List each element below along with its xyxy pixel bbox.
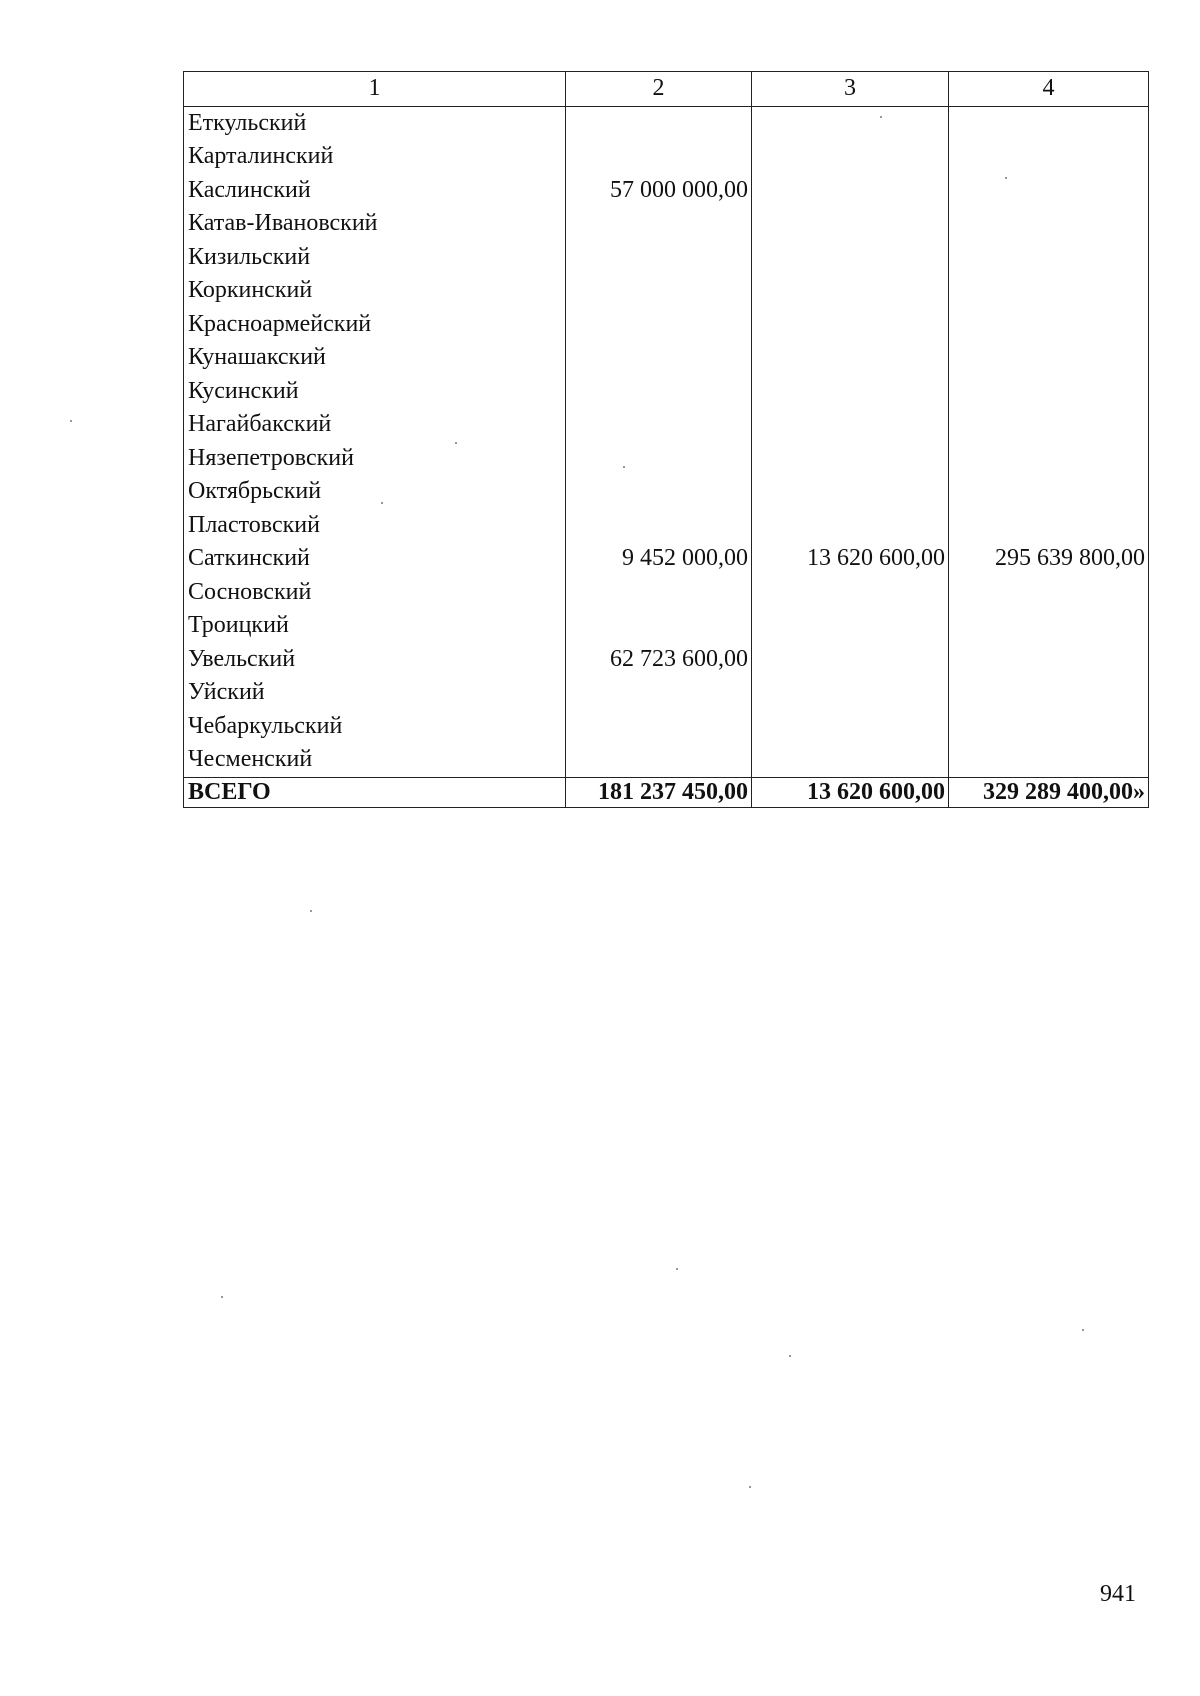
value-col2 [566,140,752,174]
value-col2 [566,207,752,241]
value-col2 [566,341,752,375]
column-header-2: 2 [566,72,752,107]
value-col3 [752,207,949,241]
table-row [184,743,1149,777]
table-row [184,274,1149,308]
total-row [184,777,1149,807]
table-row [184,174,1149,208]
scan-speck [749,1486,751,1488]
value-col4 [949,475,1149,509]
value-col2 [566,509,752,543]
district-name: Каслинский [184,174,566,208]
district-name: Чесменский [184,743,566,777]
value-col2 [566,475,752,509]
value-col3 [752,643,949,677]
value-col2 [566,375,752,409]
value-col4 [949,576,1149,610]
value-col4 [949,710,1149,744]
district-name: Кунашакский [184,341,566,375]
value-col4: 295 639 800,00 [949,542,1149,576]
column-header-3: 3 [752,72,949,107]
value-col4 [949,375,1149,409]
table-row [184,140,1149,174]
table-row [184,241,1149,275]
value-col4 [949,207,1149,241]
value-col3 [752,308,949,342]
value-col4 [949,241,1149,275]
value-col3 [752,341,949,375]
total-label: ВСЕГО [184,777,566,807]
district-name: Нязепетровский [184,442,566,476]
scan-speck [381,502,383,504]
district-name: Красноармейский [184,308,566,342]
value-col3 [752,676,949,710]
total-col4: 329 289 400,00» [949,777,1149,807]
value-col2: 62 723 600,00 [566,643,752,677]
value-col3 [752,743,949,777]
value-col2 [566,241,752,275]
table-body [184,106,1149,807]
column-header-4: 4 [949,72,1149,107]
district-name: Нагайбакский [184,408,566,442]
table-row [184,542,1149,576]
value-col2 [566,308,752,342]
table-row [184,308,1149,342]
value-col3 [752,509,949,543]
value-col2 [566,743,752,777]
district-name: Кусинский [184,375,566,409]
value-col3 [752,274,949,308]
value-col2 [566,609,752,643]
district-name: Уйский [184,676,566,710]
value-col3 [752,710,949,744]
value-col4 [949,341,1149,375]
value-col2: 9 452 000,00 [566,542,752,576]
value-col3 [752,241,949,275]
scan-speck [789,1355,791,1357]
district-name: Коркинский [184,274,566,308]
value-col3 [752,174,949,208]
district-name: Троицкий [184,609,566,643]
value-col4 [949,174,1149,208]
value-col4 [949,743,1149,777]
scan-speck [455,442,457,444]
district-name: Пластовский [184,509,566,543]
value-col3 [752,442,949,476]
district-name: Карталинский [184,140,566,174]
table-row [184,710,1149,744]
value-col2 [566,576,752,610]
page-number: 941 [1100,1581,1136,1607]
scan-speck [1005,177,1007,179]
budget-table [183,71,1149,808]
value-col2: 57 000 000,00 [566,174,752,208]
value-col4 [949,308,1149,342]
value-col3 [752,106,949,140]
table-row [184,475,1149,509]
value-col3 [752,576,949,610]
scan-speck [676,1268,678,1270]
district-name: Октябрьский [184,475,566,509]
district-name: Катав-Ивановский [184,207,566,241]
district-name: Еткульский [184,106,566,140]
scan-speck [880,116,882,118]
value-col2 [566,442,752,476]
value-col4 [949,676,1149,710]
value-col2 [566,408,752,442]
table-row [184,341,1149,375]
table-row [184,676,1149,710]
scan-speck [1082,1329,1084,1331]
table-row [184,576,1149,610]
scan-speck [623,466,625,468]
total-col2: 181 237 450,00 [566,777,752,807]
table-row [184,207,1149,241]
value-col2 [566,710,752,744]
value-col3 [752,408,949,442]
scan-speck [70,420,72,422]
value-col2 [566,106,752,140]
value-col3 [752,375,949,409]
scan-speck [221,1296,223,1298]
value-col3 [752,140,949,174]
column-header-1: 1 [184,72,566,107]
total-col3: 13 620 600,00 [752,777,949,807]
district-name: Увельский [184,643,566,677]
table-row [184,509,1149,543]
value-col4 [949,643,1149,677]
district-name: Чебаркульский [184,710,566,744]
table-row [184,408,1149,442]
table-row [184,442,1149,476]
value-col4 [949,140,1149,174]
district-name: Саткинский [184,542,566,576]
table-row [184,609,1149,643]
value-col4 [949,408,1149,442]
district-name: Кизильский [184,241,566,275]
table-row [184,375,1149,409]
value-col3 [752,609,949,643]
value-col4 [949,106,1149,140]
value-col2 [566,274,752,308]
table-row [184,643,1149,677]
value-col4 [949,609,1149,643]
header-row [184,72,1149,107]
table-row [184,106,1149,140]
value-col4 [949,274,1149,308]
scan-speck [310,910,312,912]
value-col3 [752,475,949,509]
value-col4 [949,509,1149,543]
value-col3: 13 620 600,00 [752,542,949,576]
value-col4 [949,442,1149,476]
value-col2 [566,676,752,710]
district-name: Сосновский [184,576,566,610]
